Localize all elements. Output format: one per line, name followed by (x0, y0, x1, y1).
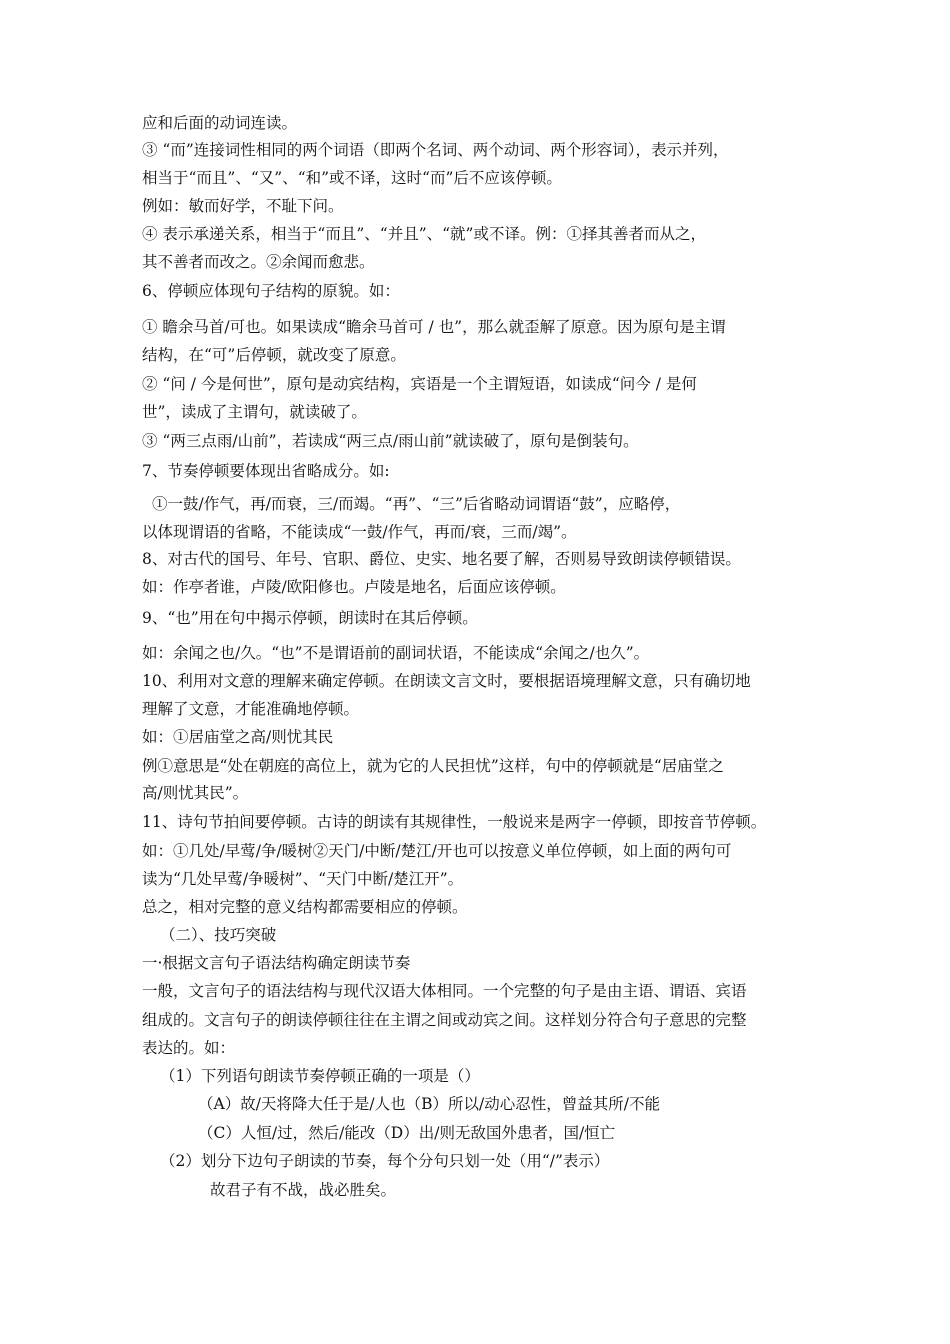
text-line: （1）下列语句朗读节奏停顿正确的一项是（） (160, 1067, 480, 1085)
text-line: ④ 表示承递关系，相当于“而且”、“并且”、“就”或不译。例：①择其善者而从之， (142, 225, 706, 243)
section-heading: （二）、技巧突破 (160, 926, 277, 944)
text-line: 9、“也”用在句中揭示停顿，朗读时在其后停顿。 (142, 609, 478, 627)
text-line: （A）故/天将降大任于是/人也（B）所以/动心忍性，曾益其所/不能 (198, 1095, 660, 1113)
text-line: 如：作亭者谁，卢陵/欧阳修也。卢陵是地名，后面应该停顿。 (142, 578, 566, 596)
text-line: 高/则忧其民”。 (142, 784, 249, 802)
text-line: 以体现谓语的省略，不能读成“一鼓/作气，再而/衰，三而/竭”。 (142, 523, 577, 541)
text-line: 一般，文言句子的语法结构与现代汉语大体相同。一个完整的句子是由主语、谓语、宾语 (142, 982, 747, 1000)
text-line: 读为“几处早莺/争暖树”、“天门中断/楚江开”。 (142, 870, 464, 888)
text-line: ① 瞻余马首/可也。如果读成“瞻余马首可 / 也”，那么就歪解了原意。因为原句是主谓 (142, 318, 726, 336)
text-line: 10、利用对文意的理解来确定停顿。在朗读文言文时，要根据语境理解文意，只有确切地 (142, 672, 751, 690)
text-line: 例如：敏而好学，不耻下问。 (142, 197, 344, 215)
text-line: 相当于“而且”、“又”、“和”或不译，这时“而”后不应该停顿。 (142, 169, 562, 187)
text-line: 8、对古代的国号、年号、官职、爵位、史实、地名要了解，否则易导致朗读停顿错误。 (142, 550, 741, 568)
text-line: 其不善者而改之。②余闻而愈悲。 (142, 253, 375, 271)
text-line: ①一鼓/作气，再/而衰，三/而竭。“再”、“三”后省略动词谓语“鼓”，应略停， (152, 495, 681, 513)
text-line: 故君子有不战，战必胜矣。 (210, 1181, 397, 1199)
text-line: 如：①几处/早莺/争/暖树②天门/中断/楚江/开也可以按意义单位停顿，如上面的两句可 (142, 842, 732, 860)
text-line: 组成的。文言句子的朗读停顿往往在主谓之间或动宾之间。这样划分符合句子意思的完整 (142, 1011, 747, 1029)
text-line: 7、节奏停顿要体现出省略成分。如: (142, 462, 390, 480)
text-line: ③ “而”连接词性相同的两个词语（即两个名词、两个动词、两个形容词），表示并列， (142, 141, 729, 159)
text-line: 理解了文意，才能准确地停顿。 (142, 700, 360, 718)
text-line: 如：余闻之也/久。“也”不是谓语前的副词状语，不能读成“余闻之/也久”。 (142, 644, 650, 662)
text-line: 如：①居庙堂之高/则忧其民 (142, 728, 334, 746)
text-line: 应和后面的动词连读。 (142, 114, 298, 132)
text-line: 总之，相对完整的意义结构都需要相应的停顿。 (142, 898, 468, 916)
text-line: 一·根据文言句子语法结构确定朗读节奏 (142, 954, 411, 972)
text-line: 6、停顿应体现句子结构的原貌。如： (142, 282, 400, 300)
text-line: ② “问 / 今是何世”，原句是动宾结构，宾语是一个主谓短语，如读成“问今 / 是何 (142, 375, 697, 393)
text-line: ③ “两三点雨/山前”，若读成“两三点/雨山前”就读破了，原句是倒装句。 (142, 432, 639, 450)
text-line: 世”，读成了主谓句，就读破了。 (142, 403, 367, 421)
text-line: （2）划分下边句子朗读的节奏，每个分句只划一处（用“/”表示） (160, 1152, 610, 1170)
text-line: 表达的。如： (142, 1039, 236, 1057)
text-line: （C）人恒/过，然后/能改（D）出/则无敌国外患者，国/恒亡 (198, 1124, 616, 1142)
text-line: 结构，在“可”后停顿，就改变了原意。 (142, 346, 406, 364)
text-line: 例①意思是“处在朝庭的高位上，就为它的人民担忧”这样，句中的停顿就是“居庙堂之 (142, 757, 724, 775)
text-line: 11、诗句节拍间要停顿。古诗的朗读有其规律性，一般说来是两字一停顿，即按音节停顿。 (142, 813, 767, 831)
